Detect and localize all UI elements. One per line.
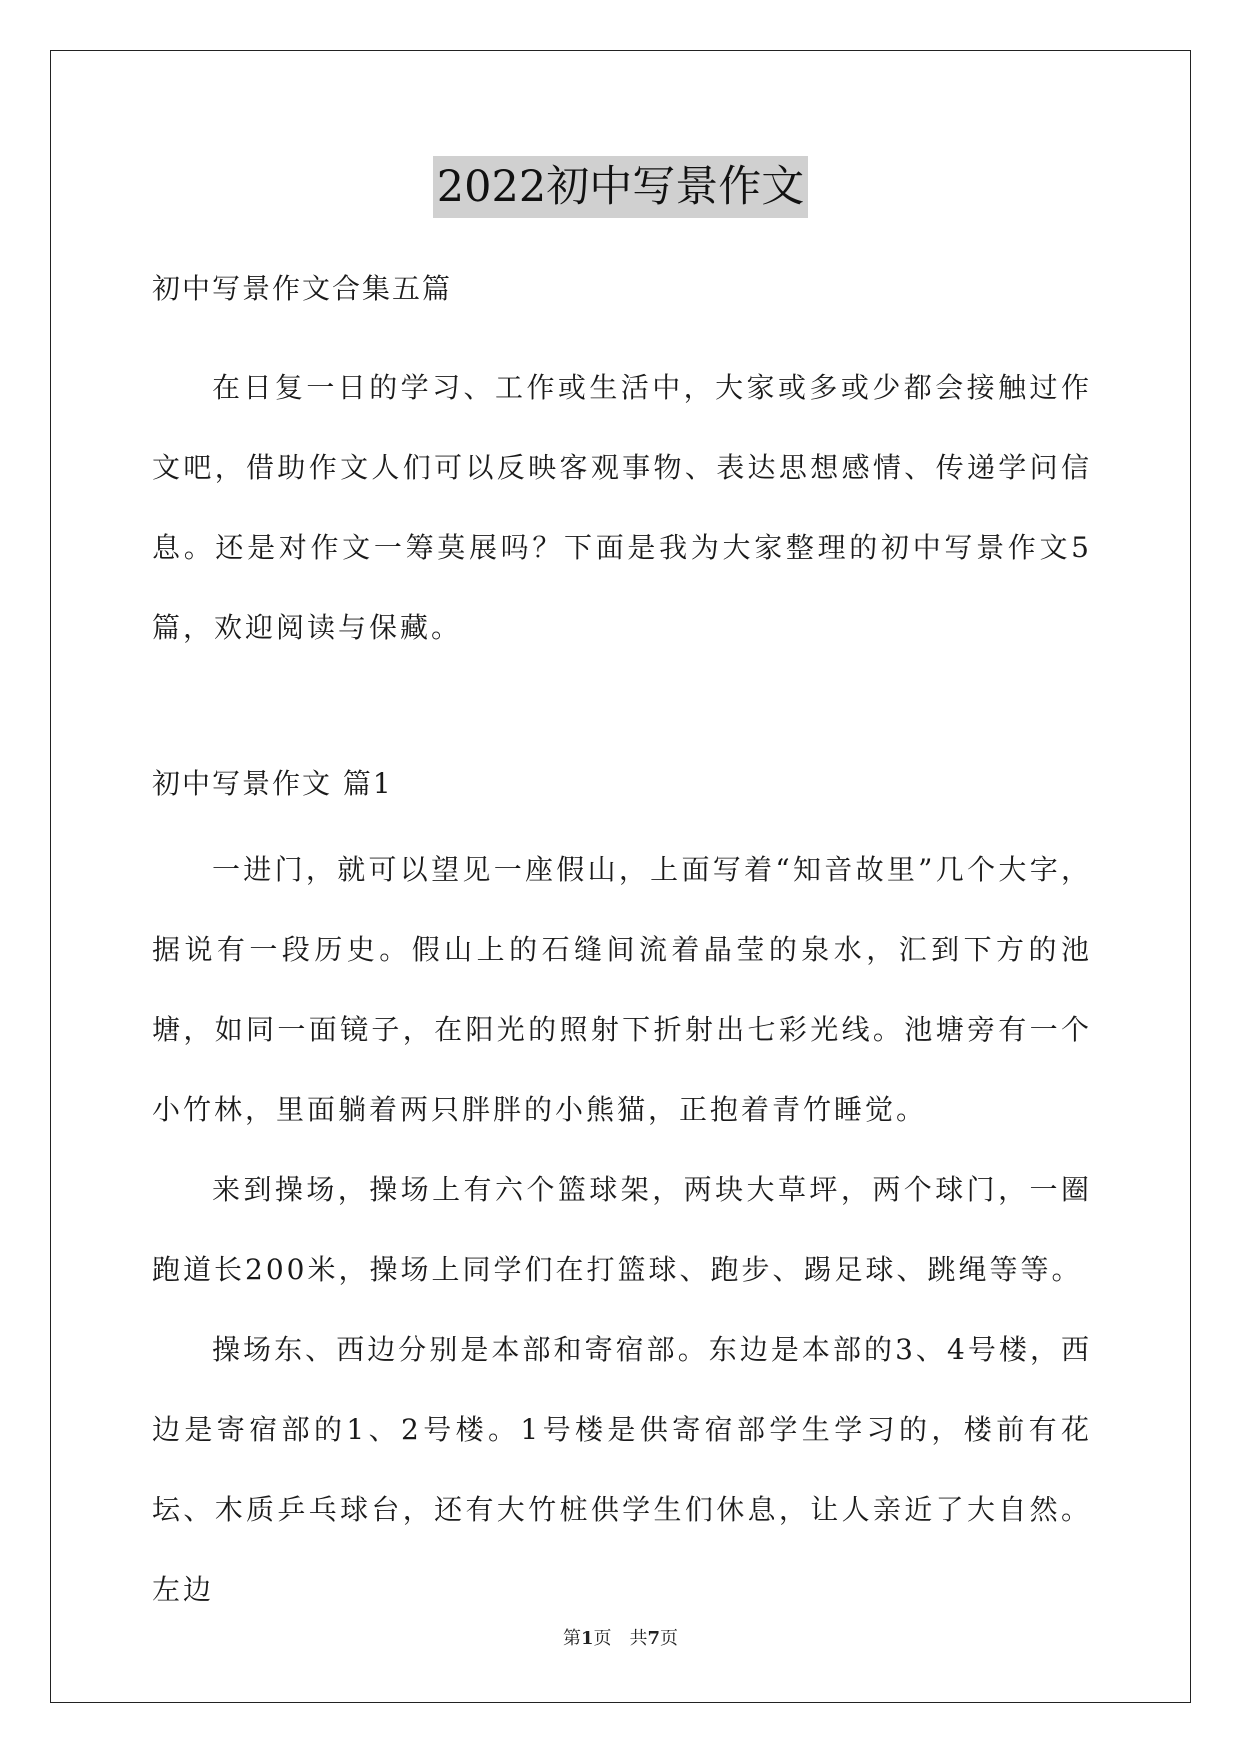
intro-paragraph: 在日复一日的学习、工作或生活中，大家或多或少都会接触过作文吧，借助作文人们可以反映客观事物、表达思想感情、传递学问信息。还是对作文一筹莫展吗？下面是我为大家整理的初中写景作文5篇，欢迎阅读与保藏。 — [152, 371, 1092, 644]
footer-total-prefix: 共 — [629, 1628, 648, 1649]
body-paragraph: 来到操场，操场上有六个篮球架，两块大草坪，两个球门，一圈跑道长200米，操场上同学们在打篮球、跑步、踢足球、跳绳等等。 — [152, 1173, 1092, 1286]
footer-total-suffix: 页 — [660, 1628, 679, 1649]
body-paragraph: 一进门，就可以望见一座假山，上面写着“知音故里”几个大字，据说有一段历史。假山上的石缝间流着晶莹的泉水，汇到下方的池塘，如同一面镜子，在阳光的照射下折射出七彩光线。池塘旁有一个小竹林，里面躺着两只胖胖的小熊猫，正抱着青竹睡觉。 — [152, 853, 1092, 1126]
document-title — [0, 156, 1241, 218]
collection-subtitle: 初中写景作文合集五篇 — [152, 272, 453, 305]
footer-page-number: 1 — [580, 1628, 594, 1649]
footer-page-suffix: 页 — [593, 1628, 612, 1649]
page-footer — [0, 1627, 1241, 1651]
document-title-text: 2022初中写景作文 — [433, 156, 808, 218]
footer-prefix: 第 — [562, 1628, 581, 1649]
footer-total-pages: 7 — [647, 1628, 661, 1649]
body-paragraph: 操场东、西边分别是本部和寄宿部。东边是本部的3、4号楼，西边是寄宿部的1、2号楼。1号楼是供寄宿部学生学习的，楼前有花坛、木质乒乓球台，还有大竹桩供学生们休息，让人亲近了大自然。左边 — [152, 1333, 1092, 1606]
section-heading: 初中写景作文 篇1 — [152, 767, 393, 800]
